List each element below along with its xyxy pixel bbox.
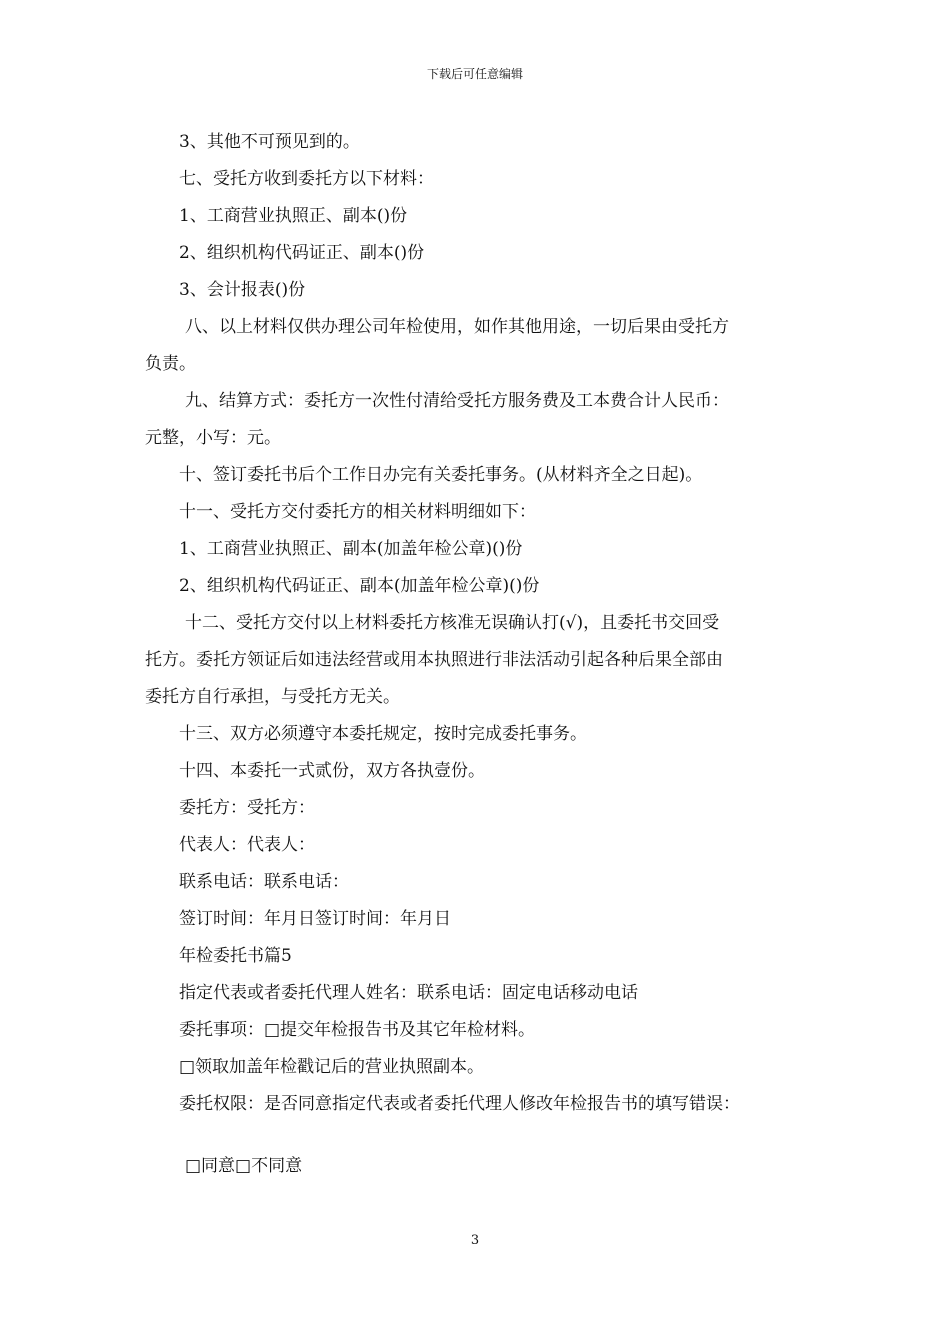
signature-field: 代表人：代表人： xyxy=(179,835,315,855)
paragraph-line: 十二、受托方交付以上材料委托方核准无误确认打(√)，且委托书交回受 xyxy=(185,613,720,633)
paragraph-line: 负责。 xyxy=(145,354,196,374)
form-line: □同意□不同意 xyxy=(185,1156,303,1176)
form-line: 指定代表或者委托代理人姓名：联系电话：固定电话移动电话 xyxy=(179,983,638,1003)
paragraph-line: 八、以上材料仅供办理公司年检使用，如作其他用途，一切后果由受托方 xyxy=(185,317,729,337)
page-number: 3 xyxy=(470,1233,480,1248)
form-line: 委托事项：□提交年检报告书及其它年检材料。 xyxy=(179,1020,536,1040)
section-title: 年检委托书篇5 xyxy=(179,946,292,966)
signature-field: 委托方：受托方： xyxy=(179,798,315,818)
list-item: 2、组织机构代码证正、副本(加盖年检公章)()份 xyxy=(179,576,540,596)
signature-field: 联系电话：联系电话： xyxy=(179,872,349,892)
section-heading: 十一、受托方交付委托方的相关材料明细如下： xyxy=(179,502,536,522)
paragraph-line: 元整，小写：元。 xyxy=(145,428,281,448)
paragraph-line: 十四、本委托一式贰份，双方各执壹份。 xyxy=(179,761,485,781)
page-header: 下载后可任意编辑 xyxy=(426,67,523,81)
list-item: 3、会计报表()份 xyxy=(179,280,306,300)
list-item: 1、工商营业执照正、副本(加盖年检公章)()份 xyxy=(179,539,523,559)
paragraph-line: 十、签订委托书后个工作日办完有关委托事务。(从材料齐全之日起)。 xyxy=(179,465,703,485)
blank-gap xyxy=(145,1123,815,1148)
paragraph-line: 托方。委托方领证后如违法经营或用本执照进行非法活动引起各种后果全部由 xyxy=(145,650,723,670)
paragraph-line: 九、结算方式：委托方一次性付清给受托方服务费及工本费合计人民币： xyxy=(185,391,729,411)
list-item: 1、工商营业执照正、副本()份 xyxy=(179,206,408,226)
section-heading: 七、受托方收到委托方以下材料： xyxy=(179,169,434,189)
form-line: □领取加盖年检戳记后的营业执照副本。 xyxy=(179,1057,485,1077)
signature-field: 签订时间：年月日签订时间：年月日 xyxy=(179,909,451,929)
list-item: 2、组织机构代码证正、副本()份 xyxy=(179,243,425,263)
paragraph-line: 十三、双方必须遵守本委托规定，按时完成委托事务。 xyxy=(179,724,587,744)
paragraph-line: 委托方自行承担，与受托方无关。 xyxy=(145,687,400,707)
text-line: 3、其他不可预见到的。 xyxy=(179,132,360,152)
form-line: 委托权限：是否同意指定代表或者委托代理人修改年检报告书的填写错误： xyxy=(179,1094,740,1114)
document-body xyxy=(145,124,815,1185)
